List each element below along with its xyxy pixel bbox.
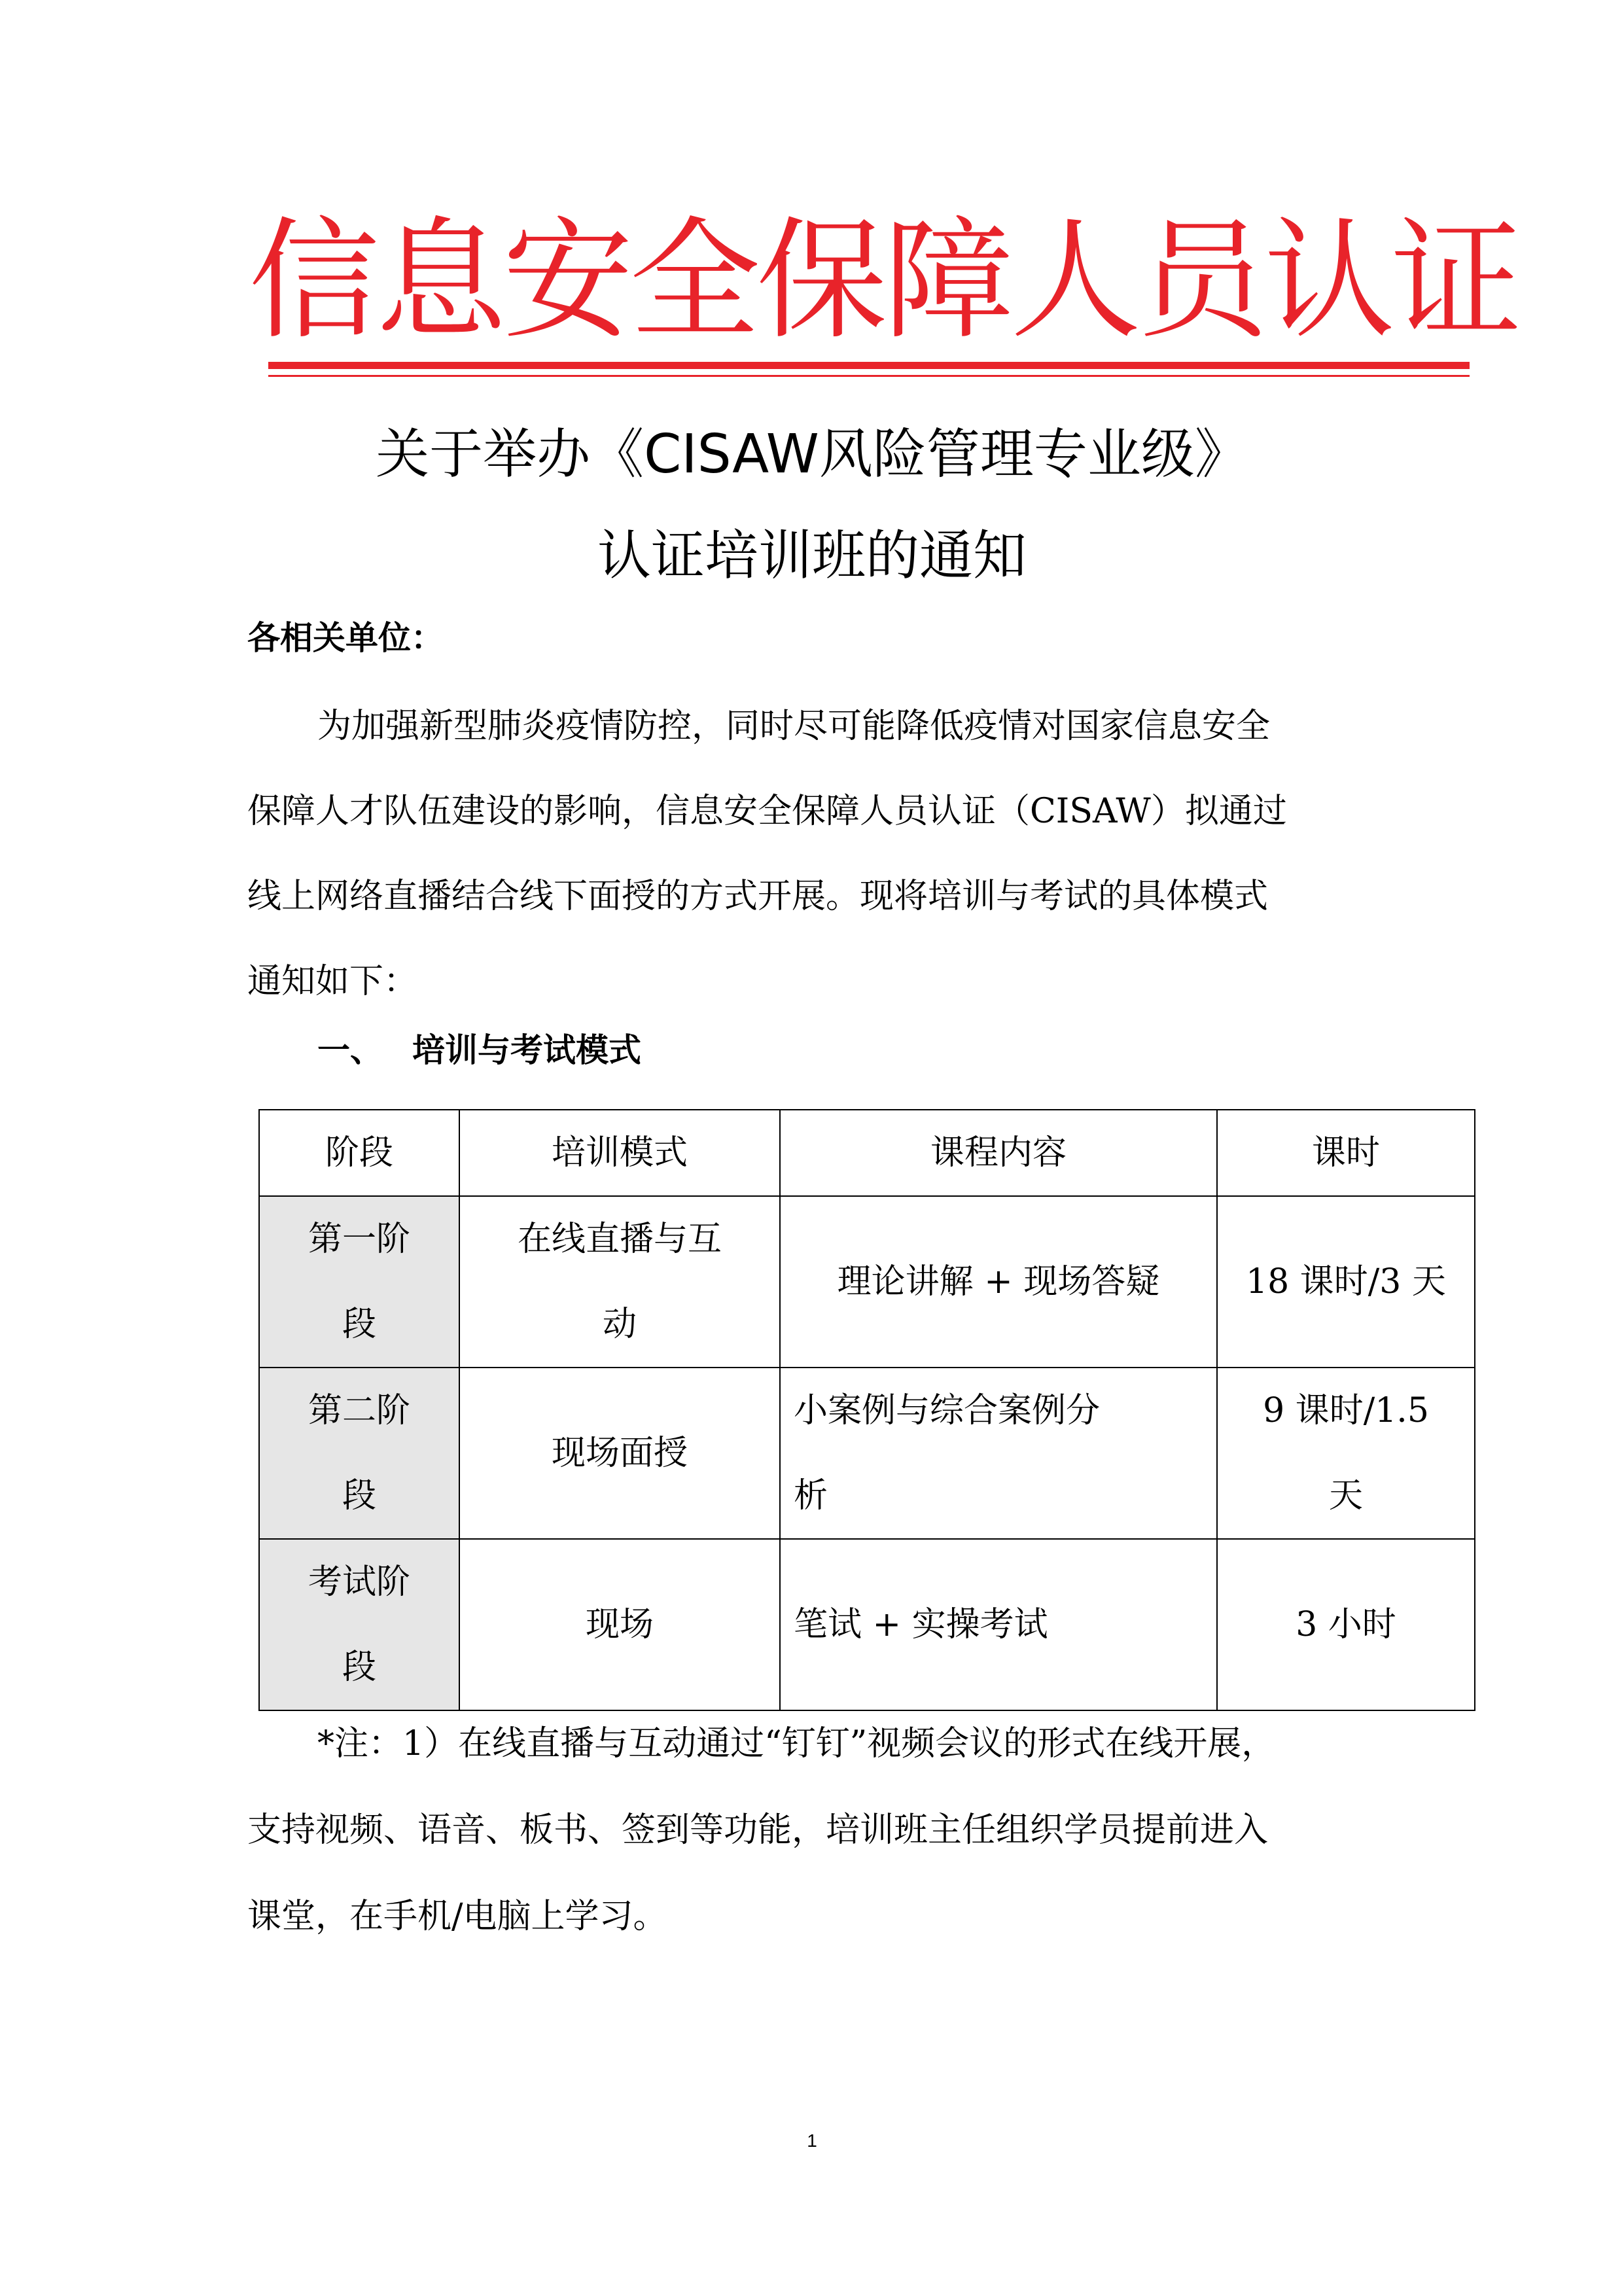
page-number: 1 [807,2130,817,2151]
masthead-title: 信息安全保障人员认证 [249,205,1519,357]
note-line-1: *注：1）在线直播与互动通过“钉钉”视频会议的形式在线开展， [317,1724,1276,1763]
hours-cell [1217,1196,1475,1368]
cell-text: 段 [342,1305,376,1344]
cell-text: 9 课时/1.5 [1263,1391,1429,1430]
cell-text: 段 [342,1476,376,1515]
stage-cell [259,1539,459,1710]
intro-line-1: 为加强新型肺炎疫情防控，同时尽可能降低疫情对国家信息安全 [317,707,1271,746]
section-title: 培训与考试模式 [412,1031,641,1069]
mode-cell [459,1196,780,1368]
document-title-line-1: 关于举办《CISAW风险管理专业级》 [376,423,1248,486]
hours-cell [1217,1368,1475,1539]
intro-line-2: 保障人才队伍建设的影响，信息安全保障人员认证（CISAW）拟通过 [247,792,1287,831]
cell-text: 段 [342,1648,376,1687]
cell-text: 18 课时/3 天 [1246,1262,1446,1301]
note-line-3: 课堂，在手机/电脑上学习。 [247,1897,667,1936]
content-cell [780,1368,1217,1539]
header-mode: 培训模式 [459,1110,780,1196]
cell-text: 笔试 + 实操考试 [794,1605,1048,1644]
header-stage: 阶段 [259,1110,459,1196]
cell-text: 析 [794,1476,828,1515]
cell-text: 现场面授 [551,1434,688,1473]
cell-text: 第一阶 [308,1220,410,1259]
header-hours: 课时 [1217,1110,1475,1196]
schedule-table [258,1109,1475,1711]
mode-cell [459,1539,780,1710]
stage-cell [259,1196,459,1368]
content-cell [780,1539,1217,1710]
masthead-rule-thick [268,362,1470,369]
cell-text: 3 小时 [1296,1605,1396,1644]
header-content: 课程内容 [780,1110,1217,1196]
cell-text: 考试阶 [308,1563,410,1602]
stage-cell [259,1368,459,1539]
intro-line-3: 线上网络直播结合线下面授的方式开展。现将培训与考试的具体模式 [247,877,1269,916]
cell-text: 现场 [585,1605,654,1644]
table-row [259,1539,1475,1710]
table-header-row [259,1110,1475,1196]
table-row [259,1196,1475,1368]
salutation: 各相关单位： [247,619,444,657]
content-cell [780,1196,1217,1368]
cell-text: 理论讲解 + 现场答疑 [837,1262,1160,1301]
section-heading [317,1027,641,1073]
document-title-line-2: 认证培训班的通知 [597,525,1027,587]
section-number: 一、 [317,1031,383,1069]
hours-cell [1217,1539,1475,1710]
cell-text: 天 [1328,1476,1363,1515]
mode-cell [459,1368,780,1539]
cell-text: 动 [602,1305,637,1344]
cell-text: 第二阶 [308,1391,410,1430]
cell-text: 在线直播与互 [517,1220,722,1259]
note-line-2: 支持视频、语音、板书、签到等功能，培训班主任组织学员提前进入 [247,1810,1269,1850]
masthead-rule-thin [268,375,1470,377]
intro-line-4: 通知如下： [247,962,418,1001]
cell-text: 小案例与综合案例分 [794,1391,1101,1430]
table-row [259,1368,1475,1539]
